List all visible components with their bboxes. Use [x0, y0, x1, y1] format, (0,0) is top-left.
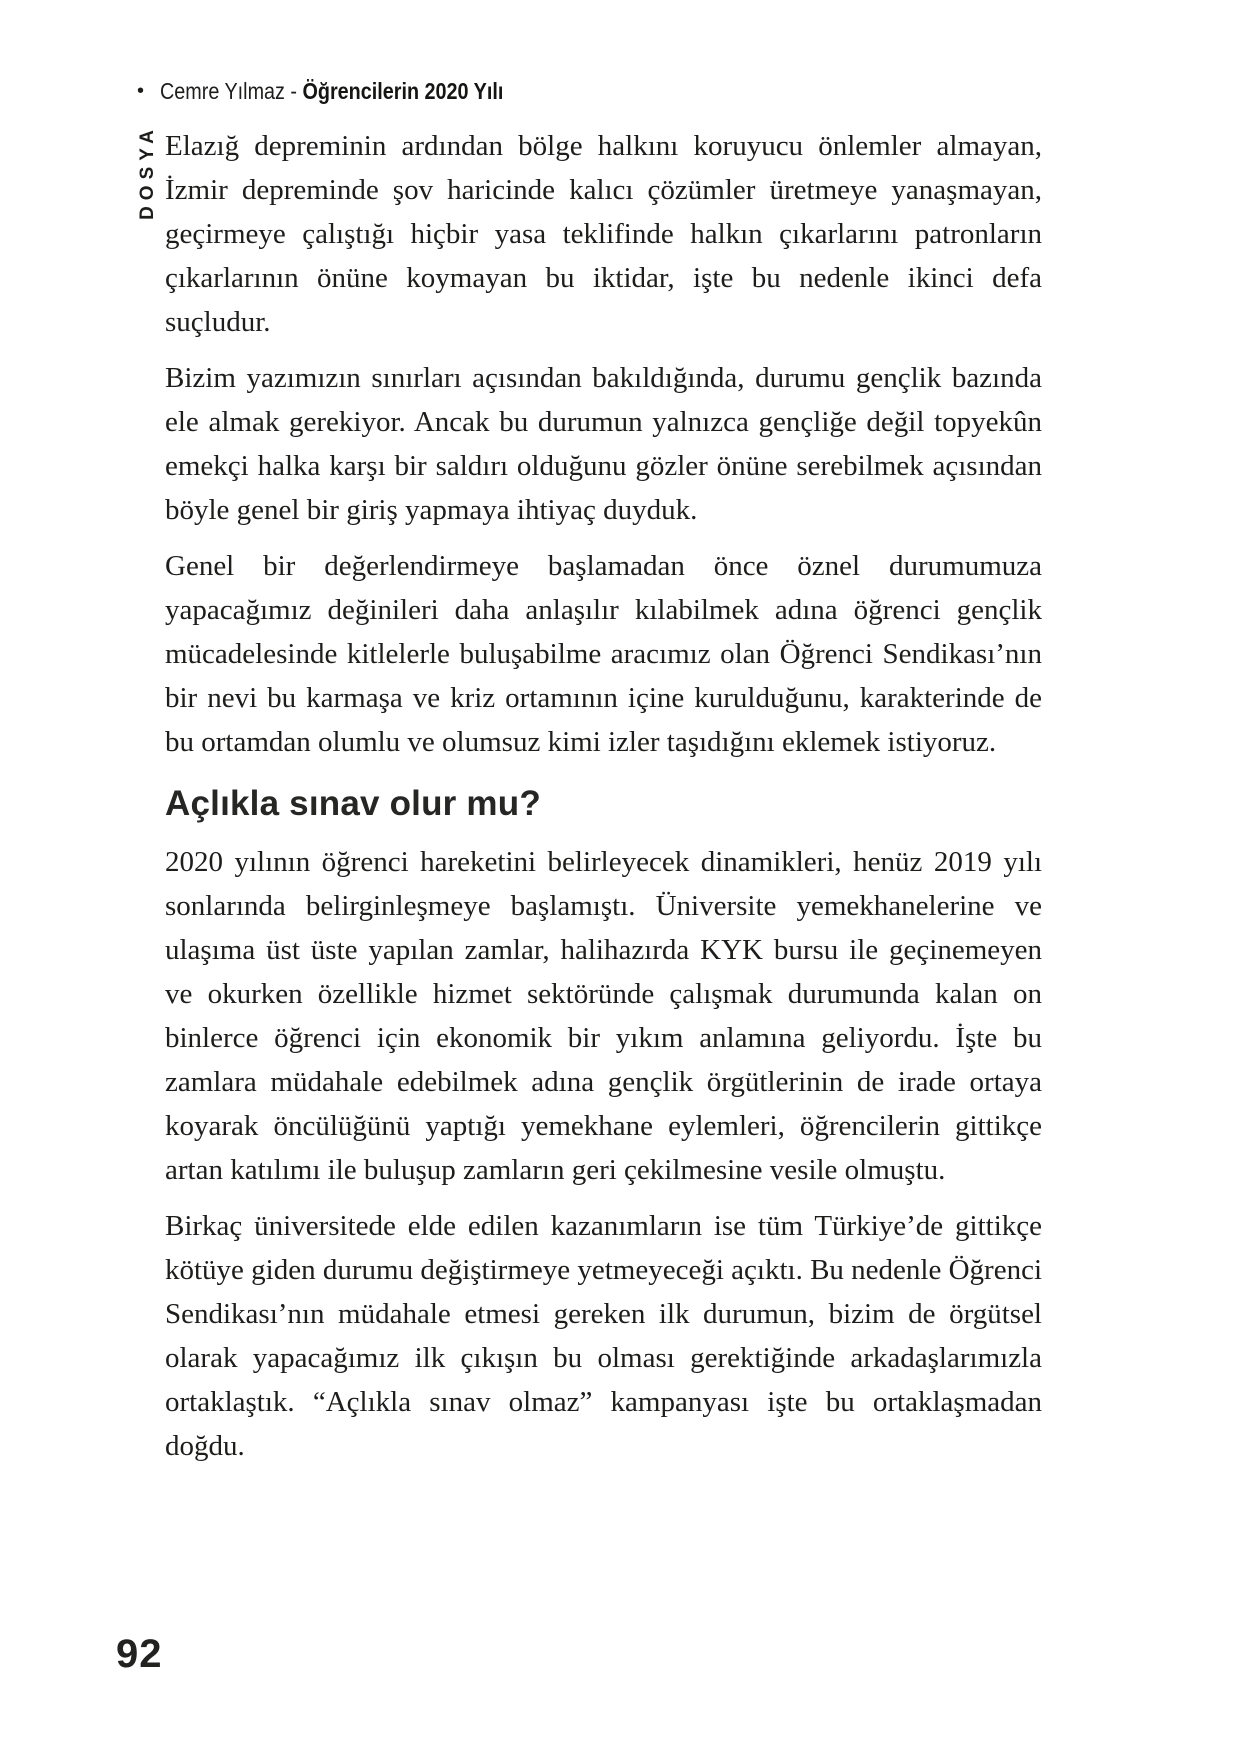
page-number: 92	[116, 1632, 163, 1676]
paragraph: 2020 yılının öğrenci hareketini belirleyecek dinamikleri, henüz 2019 yılı sonlarında belirginleşmeye başlamıştı. Üniversite yemekhanelerine ve ulaşıma üst üste yapılan zamlar, halihazırda KYK bursu ile geçinemeyen ve okurken özellikle hizmet sektöründe çalışmak durumunda kalan on binlerce öğrenci için ekonomik bir yıkım anlamına geliyordu. İşte bu zamlara müdahale edebilmek adına gençlik örgütlerinin de irade ortaya koyarak öncülüğünü yaptığı yemekhane eylemleri, öğrencilerin gittikçe artan katılımı ile buluşup zamların geri çekilmesine vesile olmuştu.	[165, 846, 1042, 1186]
section-sidebar-label: DOSYA	[137, 124, 158, 220]
author-name: Cemre Yılmaz -	[160, 78, 303, 104]
article-title: Öğrencilerin 2020 Yılı	[302, 78, 504, 104]
paragraph: Birkaç üniversitede elde edilen kazanımların ise tüm Türkiye’de gittikçe kötüye giden durumu değiştirmeye yetmeyeceği açıktı. Bu nedenle Öğrenci Sendikası’nın müdahale etmesi gereken ilk durumun, bizim de örgütsel olarak yapacağımız ilk çıkışın bu olması gerektiğinde arkadaşlarımızla ortaklaştık. “Açlıkla sınav olmaz” kampanyası işte bu ortaklaşmadan doğdu.	[165, 1210, 1042, 1462]
running-header-text	[160, 78, 503, 105]
article-body	[165, 124, 1042, 1480]
paragraph: Bizim yazımızın sınırları açısından bakıldığında, durumu gençlik bazında ele almak gerekiyor. Ancak bu durumun yalnızca gençliğe değil topyekûn emekçi halka karşı bir saldırı olduğunu gözler önüne serebilmek açısından böyle genel bir giriş yapmaya ihtiyaç duyduk.	[165, 362, 1042, 526]
running-header	[137, 78, 559, 105]
bullet-icon: •	[137, 79, 145, 102]
paragraph: Elazığ depreminin ardından bölge halkını koruyucu önlemler almayan, İzmir depreminde şov haricinde kalıcı çözümler üretmeye yanaşmayan, geçirmeye çalıştığı hiçbir yasa teklifinde halkın çıkarlarını patronların çıkarlarının önüne koymayan bu iktidar, işte bu nedenle ikinci defa suçludur.	[165, 130, 1042, 338]
paragraph: Genel bir değerlendirmeye başlamadan önce öznel durumumuza yapacağımız değinileri daha anlaşılır kılabilmek adına öğrenci gençlik mücadelesinde kitlelerle buluşabilme aracımız olan Öğrenci Sendikası’nın bir nevi bu karmaşa ve kriz ortamının içine kurulduğunu, karakterinde de bu ortamdan olumlu ve olumsuz kimi izler taşıdığını eklemek istiyoruz.	[165, 550, 1042, 758]
section-heading: Açlıkla sınav olur mu?	[165, 784, 541, 823]
